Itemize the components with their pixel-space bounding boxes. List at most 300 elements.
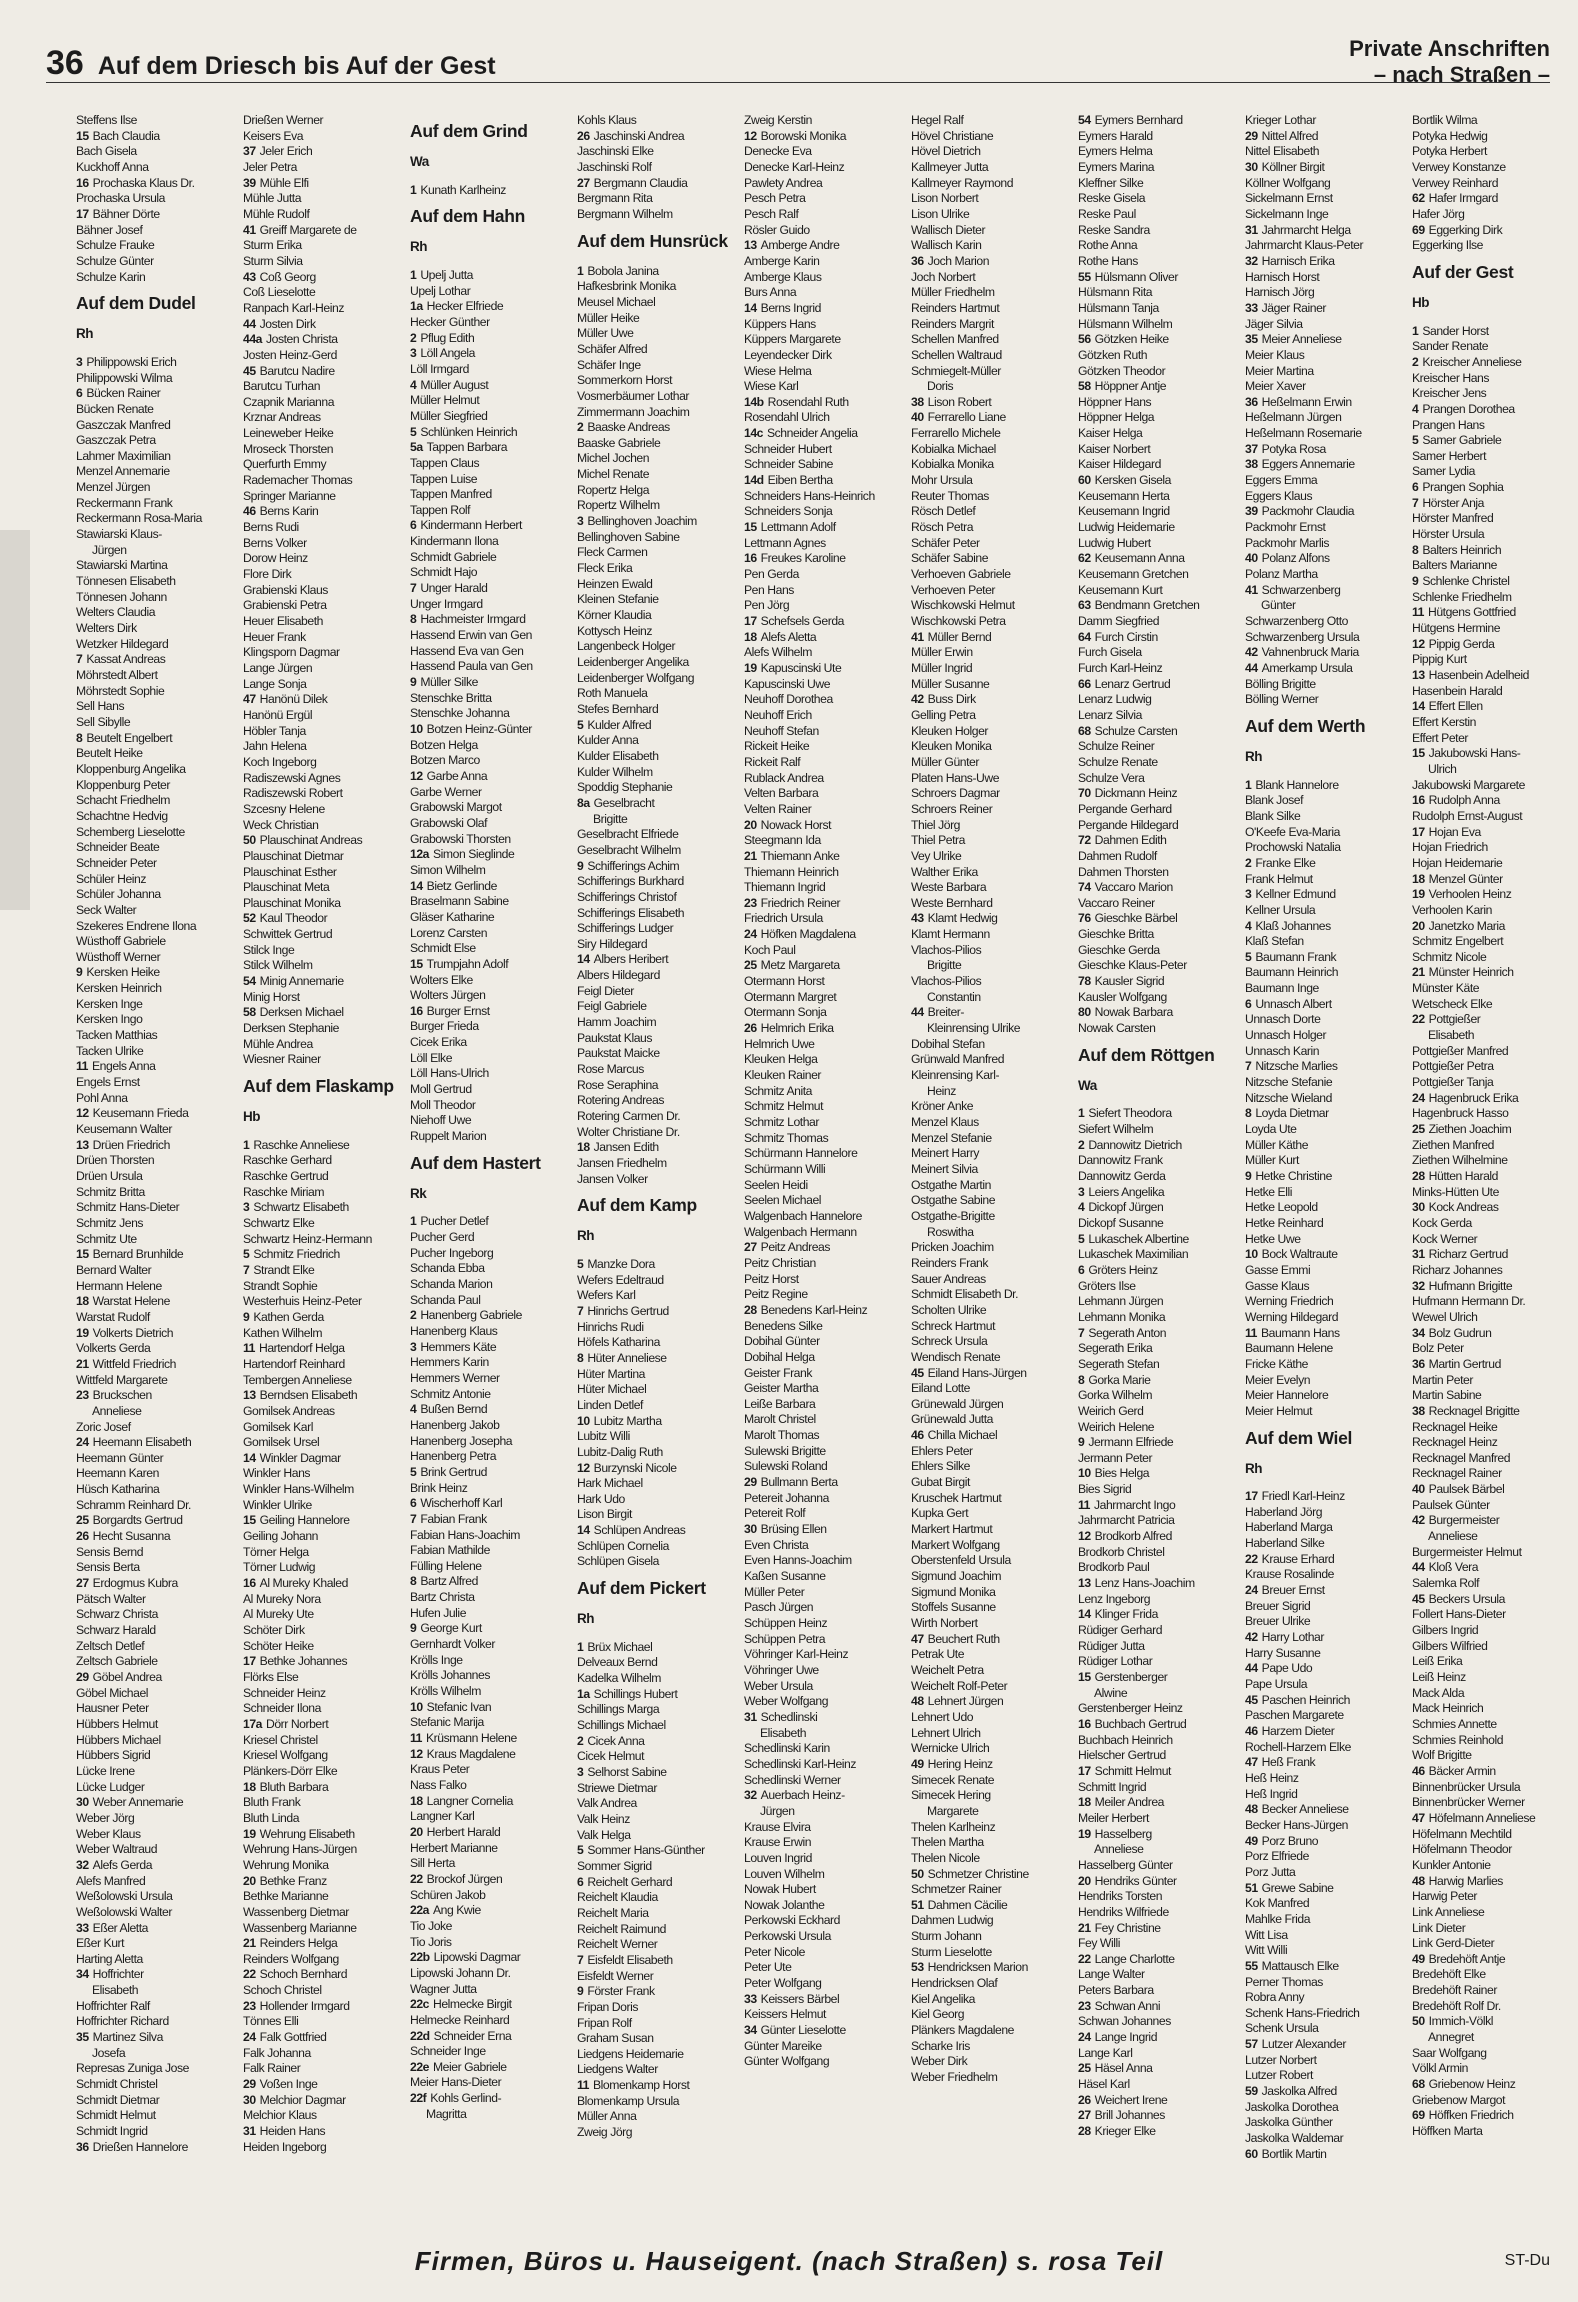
resident-entry: [1245, 981, 1412, 997]
house-number: 5: [1245, 949, 1252, 964]
house-number: 29: [744, 1475, 757, 1490]
resident-entry: [1245, 1943, 1412, 1959]
house-number: 14: [1412, 699, 1425, 714]
resident-name: George Kurt: [420, 1621, 482, 1636]
house-number: 17: [744, 614, 757, 628]
resident-entry: [1412, 386, 1578, 402]
resident-entry: [410, 1935, 577, 1951]
resident-name: Anneliese: [92, 1403, 142, 1418]
resident-name: Peter Nicole: [744, 1944, 805, 1959]
resident-entry: [744, 1585, 911, 1601]
resident-name: Walther Erika: [911, 864, 978, 879]
resident-entry: [410, 1684, 577, 1700]
resident-name: Schramm Reinhard Dr.: [76, 1497, 191, 1512]
resident-name: Lahmer Maximilian: [76, 448, 171, 463]
resident-name: Eßer Aletta: [92, 1920, 148, 1935]
resident-name: Martin Sabine: [1412, 1388, 1482, 1403]
resident-entry: [1245, 2037, 1412, 2053]
house-number: 26: [76, 1529, 89, 1544]
resident-entry: [1245, 442, 1412, 458]
resident-name: Kraus Magdalene: [426, 1746, 516, 1761]
house-number: 62: [1412, 191, 1425, 206]
resident-entry: [911, 1099, 1078, 1115]
resident-entry: [1078, 1169, 1245, 1185]
resident-name: Heemann Elisabeth: [92, 1435, 192, 1450]
resident-entry: [911, 489, 1078, 505]
resident-name: Hartendorf Helga: [258, 1341, 345, 1356]
resident-entry: [911, 1162, 1078, 1178]
house-number: 27: [76, 1576, 89, 1591]
resident-entry: [744, 1867, 911, 1883]
resident-entry: [1245, 2084, 1412, 2100]
resident-entry: [76, 355, 243, 371]
resident-name: Effert Kerstin: [1412, 714, 1476, 729]
resident-name: Rickeit Heike: [744, 739, 810, 754]
resident-name: Jürgen: [92, 542, 127, 557]
resident-name: Schulze Renate: [1078, 754, 1158, 769]
resident-entry: [1412, 355, 1578, 371]
resident-entry: [1245, 520, 1412, 536]
resident-entry: [1412, 1717, 1578, 1733]
resident-name: Leidenberger Angelika: [577, 655, 689, 669]
resident-entry: [1412, 2108, 1578, 2124]
resident-name: Kuckhoff Anna: [76, 159, 149, 174]
resident-entry: [744, 520, 911, 536]
resident-name: Sauer Andreas: [911, 1271, 986, 1286]
house-number: 7: [243, 1262, 250, 1277]
resident-name: Hetke Christine: [1255, 1169, 1332, 1183]
house-number: 32: [76, 1857, 89, 1872]
house-number: 58: [1078, 379, 1091, 394]
resident-entry: [577, 2016, 744, 2032]
resident-entry: [911, 129, 1078, 145]
resident-entry: [1245, 2131, 1412, 2147]
district-code: Hb: [1412, 294, 1430, 310]
resident-name: Raschke Gerhard: [243, 1153, 332, 1168]
district-code: Rh: [1245, 1460, 1263, 1476]
resident-entry: [577, 984, 744, 1000]
house-number: 41: [911, 629, 924, 644]
resident-name: Hafer Irmgard: [1428, 191, 1498, 206]
resident-entry: [1078, 2014, 1245, 2030]
resident-name: Jäger Rainer: [1261, 300, 1327, 315]
house-number: 1: [410, 1214, 417, 1229]
resident-entry: [1412, 1780, 1578, 1796]
resident-name: Lange Sonja: [243, 676, 307, 691]
resident-entry: [744, 1412, 911, 1428]
resident-entry: [410, 1653, 577, 1669]
resident-entry: [76, 1874, 243, 1890]
resident-name: Weirich Helene: [1078, 1419, 1155, 1434]
resident-entry: [577, 749, 744, 765]
resident-name: Schmetzer Rainer: [911, 1882, 1002, 1897]
house-number: 10: [577, 1413, 590, 1428]
resident-entry: [911, 755, 1078, 771]
resident-entry: [911, 473, 1078, 489]
resident-name: Wallisch Karin: [911, 238, 982, 253]
resident-entry: [1078, 990, 1245, 1006]
resident-name: Vaccaro Reiner: [1078, 895, 1155, 910]
resident-name: Götzken Heike: [1094, 332, 1169, 347]
resident-name: Krieger Elke: [1094, 2124, 1156, 2139]
resident-entry: [76, 558, 243, 574]
resident-name: Hinrichs Gertrud: [587, 1303, 669, 1318]
house-number: 26: [1078, 2092, 1091, 2107]
resident-entry: [76, 1733, 243, 1749]
house-number: 44: [1245, 1661, 1258, 1676]
house-number: 16: [76, 175, 89, 190]
resident-entry: [76, 903, 243, 919]
resident-entry: [1245, 1787, 1412, 1803]
resident-entry: [577, 1640, 744, 1656]
resident-name: Höppner Helga: [1078, 410, 1155, 425]
resident-entry: [76, 464, 243, 480]
resident-name: Brill Johannes: [1094, 2108, 1165, 2123]
resident-entry: [577, 1382, 744, 1398]
resident-name: Ehlers Silke: [911, 1459, 970, 1474]
resident-name: Nowak Hubert: [744, 1882, 816, 1897]
resident-name: Buss Dirk: [927, 692, 976, 707]
house-number: 12: [1412, 636, 1425, 651]
house-number: 36: [76, 2139, 89, 2154]
resident-name: Plauschinat Andreas: [259, 833, 363, 848]
resident-name: Schillings Marga: [577, 1702, 660, 1717]
resident-name: Kock Andreas: [1428, 1200, 1499, 1215]
resident-entry: [76, 386, 243, 402]
resident-name: Dickopf Jürgen: [1088, 1200, 1164, 1215]
resident-name: Pen Jörg: [744, 598, 790, 613]
resident-entry: [911, 614, 1078, 630]
resident-name: Otermann Horst: [744, 974, 825, 989]
resident-name: Neuhoff Erich: [744, 707, 812, 722]
resident-name: Kindermann Ilona: [410, 534, 499, 549]
house-number: 74: [1078, 880, 1091, 895]
resident-entry: [1245, 793, 1412, 809]
resident-name: Verhoolen Heinz: [1428, 887, 1512, 902]
house-number: 70: [1078, 786, 1091, 801]
resident-name: Weck Christian: [243, 817, 319, 832]
resident-entry: [911, 1287, 1078, 1303]
resident-name: Lison Robert: [927, 394, 992, 409]
resident-name: Berns Rudi: [243, 520, 299, 535]
resident-entry: [744, 865, 911, 881]
resident-entry: [243, 1153, 410, 1169]
resident-name: Hecht Susanna: [92, 1529, 171, 1544]
resident-name: Helmrich Uwe: [744, 1036, 815, 1051]
resident-name: Hetke Reinhard: [1245, 1215, 1324, 1230]
resident-entry: [410, 1387, 577, 1403]
resident-name: Hanenberg Jakob: [410, 1417, 500, 1432]
resident-name: Schneider Erna: [433, 2028, 512, 2043]
house-number: 31: [243, 2124, 256, 2139]
resident-entry: [1412, 1200, 1578, 1216]
resident-name: Steffens Ilse: [76, 113, 137, 127]
house-number: 45: [911, 1365, 924, 1380]
resident-name: Griebenow Heinz: [1428, 2077, 1516, 2092]
resident-name: Reinders Margrit: [911, 316, 994, 331]
resident-entry: [1412, 1513, 1578, 1529]
resident-entry: [577, 796, 744, 812]
resident-entry: [744, 457, 911, 473]
resident-name: Rublack Andrea: [744, 770, 824, 785]
resident-name: Müller Peter: [744, 1584, 805, 1599]
resident-name: Hagenbruck Hasso: [1412, 1106, 1509, 1121]
resident-name: Geister Martha: [744, 1381, 819, 1396]
resident-entry: [76, 1326, 243, 1342]
house-number: 30: [1412, 1200, 1425, 1215]
house-number: 5: [577, 717, 584, 732]
resident-name: Witt Willi: [1245, 1943, 1288, 1958]
resident-name: Schwartz Elke: [243, 1215, 315, 1230]
resident-name: Bredehöft Elke: [1412, 1967, 1486, 1982]
resident-entry: [1412, 1091, 1578, 1107]
resident-entry: [1078, 1639, 1245, 1655]
resident-entry: [1078, 2077, 1245, 2093]
resident-entry: [410, 910, 577, 926]
resident-entry: [744, 708, 911, 724]
resident-entry: [1078, 1232, 1245, 1248]
resident-entry: [76, 997, 243, 1013]
resident-entry: [243, 1748, 410, 1764]
house-number: 44: [1245, 660, 1258, 675]
house-number: 15: [410, 956, 423, 971]
resident-name: Thiemann Anke: [760, 848, 840, 863]
resident-entry: [744, 144, 911, 160]
resident-name: Beutelt Engelbert: [86, 730, 173, 745]
resident-entry: [1078, 536, 1245, 552]
resident-entry: [1245, 809, 1412, 825]
resident-name: Schmitz Helmut: [744, 1099, 824, 1114]
resident-name: Brink Heinz: [410, 1480, 468, 1495]
resident-name: Heß Ingrid: [1245, 1786, 1298, 1801]
resident-entry: [1245, 1583, 1412, 1599]
house-number: 4: [410, 1402, 417, 1417]
resident-entry: [1078, 1952, 1245, 1968]
resident-entry: [744, 614, 911, 630]
resident-name: Botzen Heinz-Günter: [426, 722, 532, 736]
resident-entry: [744, 489, 911, 505]
resident-name: Fey Willi: [1078, 1936, 1120, 1951]
resident-name: Drüen Ursula: [76, 1169, 143, 1183]
resident-name: Lenarz Gertrud: [1094, 676, 1171, 691]
resident-name: Damm Siegfried: [1078, 614, 1160, 628]
resident-entry: [744, 1459, 911, 1475]
resident-name: Platen Hans-Uwe: [911, 770, 1000, 785]
house-number: 43: [243, 269, 256, 284]
resident-entry: [911, 1835, 1078, 1851]
resident-name: Löll Elke: [410, 1050, 453, 1065]
resident-entry: [744, 974, 911, 990]
entry-continuation: [1078, 1686, 1245, 1702]
resident-entry: [410, 1082, 577, 1098]
resident-entry: [76, 1232, 243, 1248]
resident-entry: [76, 449, 243, 465]
house-number: 8: [410, 612, 417, 627]
resident-entry: [911, 974, 1078, 990]
resident-entry: [744, 1287, 911, 1303]
resident-entry: [577, 1702, 744, 1718]
resident-entry: [1078, 1623, 1245, 1639]
resident-name: Drüen Friedrich: [92, 1137, 170, 1152]
resident-entry: [911, 254, 1078, 270]
resident-entry: [76, 1294, 243, 1310]
house-number: 9: [1412, 574, 1419, 589]
resident-entry: [911, 1663, 1078, 1679]
resident-name: Peitz Christian: [744, 1255, 816, 1270]
resident-entry: [1412, 997, 1578, 1013]
resident-entry: [410, 1606, 577, 1622]
house-number: 50: [1412, 2014, 1425, 2029]
resident-entry: [243, 1811, 410, 1827]
resident-entry: [1412, 1466, 1578, 1482]
resident-entry: [1412, 1138, 1578, 1154]
resident-entry: [577, 2000, 744, 2016]
resident-entry: [1078, 442, 1245, 458]
resident-entry: [1412, 731, 1578, 747]
resident-name: Dahmen Rudolf: [1078, 848, 1157, 863]
resident-entry: [911, 1585, 1078, 1601]
resident-name: Fleck Carmen: [577, 545, 648, 560]
resident-entry: [1245, 872, 1412, 888]
resident-entry: [1245, 778, 1412, 794]
house-number: 38: [1412, 1403, 1425, 1418]
house-number: 21: [1078, 1920, 1091, 1935]
resident-name: Peter Ute: [744, 1960, 792, 1975]
resident-entry: [410, 1113, 577, 1129]
resident-entry: [911, 1272, 1078, 1288]
resident-entry: [243, 379, 410, 395]
resident-name: Reckermann Rosa-Maria: [76, 511, 203, 526]
resident-entry: [744, 1397, 911, 1413]
resident-entry: [744, 927, 911, 943]
resident-name: Gröters Ilse: [1078, 1278, 1136, 1293]
resident-name: Vey Ulrike: [911, 848, 962, 863]
resident-name: Mahlke Frida: [1245, 1911, 1311, 1926]
resident-name: Sell Hans: [76, 699, 125, 714]
resident-name: Jakubowski Margarete: [1412, 777, 1525, 792]
house-number: 11: [410, 1731, 422, 1746]
resident-entry: [1412, 558, 1578, 574]
resident-name: Grewe Sabine: [1261, 1880, 1334, 1895]
resident-entry: [1245, 207, 1412, 223]
footer-note: Firmen, Büros u. Hauseigent. (nach Straßen) s. rosa Teil: [414, 2246, 1164, 2276]
resident-name: Denecke Karl-Heinz: [744, 159, 845, 174]
resident-entry: [1245, 457, 1412, 473]
resident-name: Kloß Vera: [1428, 1560, 1479, 1575]
resident-name: Schillings Michael: [577, 1718, 666, 1733]
resident-name: Hübbers Michael: [76, 1732, 161, 1747]
resident-entry: [744, 755, 911, 771]
resident-entry: [1245, 332, 1412, 348]
resident-entry: [1078, 598, 1245, 614]
resident-entry: [911, 927, 1078, 943]
resident-name: Perkowski Ursula: [744, 1929, 831, 1944]
resident-name: Minig Annemarie: [259, 974, 344, 989]
resident-name: Schulze Vera: [1078, 770, 1145, 785]
entry-continuation: [911, 1084, 1078, 1100]
resident-entry: [1412, 825, 1578, 841]
resident-entry: [410, 472, 577, 488]
resident-name: Schwartz Heinz-Hermann: [243, 1231, 372, 1246]
resident-name: Nowak Barbara: [1094, 1005, 1173, 1020]
resident-entry: [243, 1842, 410, 1858]
resident-entry: [1245, 1263, 1412, 1279]
resident-entry: [744, 1600, 911, 1616]
resident-name: Pippig Gerda: [1428, 636, 1495, 651]
resident-name: Stawiarski Martina: [76, 558, 168, 573]
resident-entry: [410, 800, 577, 816]
resident-entry: [744, 1115, 911, 1131]
resident-entry: [1412, 433, 1578, 449]
resident-entry: [911, 1334, 1078, 1350]
resident-name: Elisabeth: [1428, 1028, 1475, 1043]
house-number: 49: [1412, 1951, 1425, 1966]
resident-name: Amerkamp Ursula: [1261, 660, 1353, 675]
house-number: 20: [1078, 1873, 1091, 1888]
resident-entry: [911, 1913, 1078, 1929]
house-number: 1a: [577, 1686, 590, 1701]
house-number: 4: [410, 377, 417, 392]
resident-entry: [744, 332, 911, 348]
house-number: 18: [744, 629, 757, 644]
resident-entry: [76, 1357, 243, 1373]
resident-entry: [577, 295, 744, 311]
resident-name: Ehlers Peter: [911, 1443, 973, 1458]
resident-entry: [1412, 527, 1578, 543]
resident-name: Vaccaro Marion: [1094, 880, 1173, 895]
resident-entry: [577, 1781, 744, 1797]
resident-name: Kindermann Herbert: [420, 518, 522, 533]
resident-name: Schmidt Christel: [76, 2077, 158, 2092]
house-number: 2: [1245, 855, 1252, 870]
resident-entry: [1245, 825, 1412, 841]
resident-name: Hetke Uwe: [1245, 1231, 1301, 1246]
resident-entry: [577, 1655, 744, 1671]
resident-name: Robra Anny: [1245, 1990, 1305, 2005]
resident-name: Sensis Berta: [76, 1560, 140, 1575]
resident-entry: [243, 2108, 410, 2124]
resident-entry: [243, 1983, 410, 1999]
resident-entry: [744, 238, 911, 254]
resident-entry: [911, 1616, 1078, 1632]
resident-name: Pflug Edith: [420, 330, 475, 345]
resident-name: Zweig Kerstin: [744, 113, 812, 127]
resident-entry: [243, 1021, 410, 1037]
house-number: 59: [1245, 2084, 1258, 2099]
resident-entry: [744, 1945, 911, 1961]
resident-entry: [744, 1475, 911, 1491]
resident-entry: [410, 675, 577, 691]
resident-name: Furch Gisela: [1078, 645, 1142, 660]
resident-entry: [243, 2077, 410, 2093]
house-number: 66: [1078, 676, 1091, 691]
resident-entry: [911, 1679, 1078, 1695]
house-number: 40: [1245, 551, 1258, 566]
resident-name: Wittfeld Friedrich: [92, 1356, 176, 1371]
entry-continuation: [1412, 1529, 1578, 1545]
resident-name: Müller Ingrid: [911, 660, 973, 675]
resident-name: Haberland Marga: [1245, 1520, 1333, 1535]
resident-name: Grabowski Olaf: [410, 815, 488, 830]
resident-entry: [410, 1888, 577, 1904]
resident-name: Radiszewski Robert: [243, 786, 343, 801]
house-number: 63: [1078, 598, 1091, 613]
resident-entry: [577, 467, 744, 483]
resident-entry: [243, 1420, 410, 1436]
resident-name: Segerath Erika: [1078, 1341, 1153, 1356]
resident-name: Bernard Walter: [76, 1262, 152, 1277]
directory-column: [911, 113, 1078, 2223]
